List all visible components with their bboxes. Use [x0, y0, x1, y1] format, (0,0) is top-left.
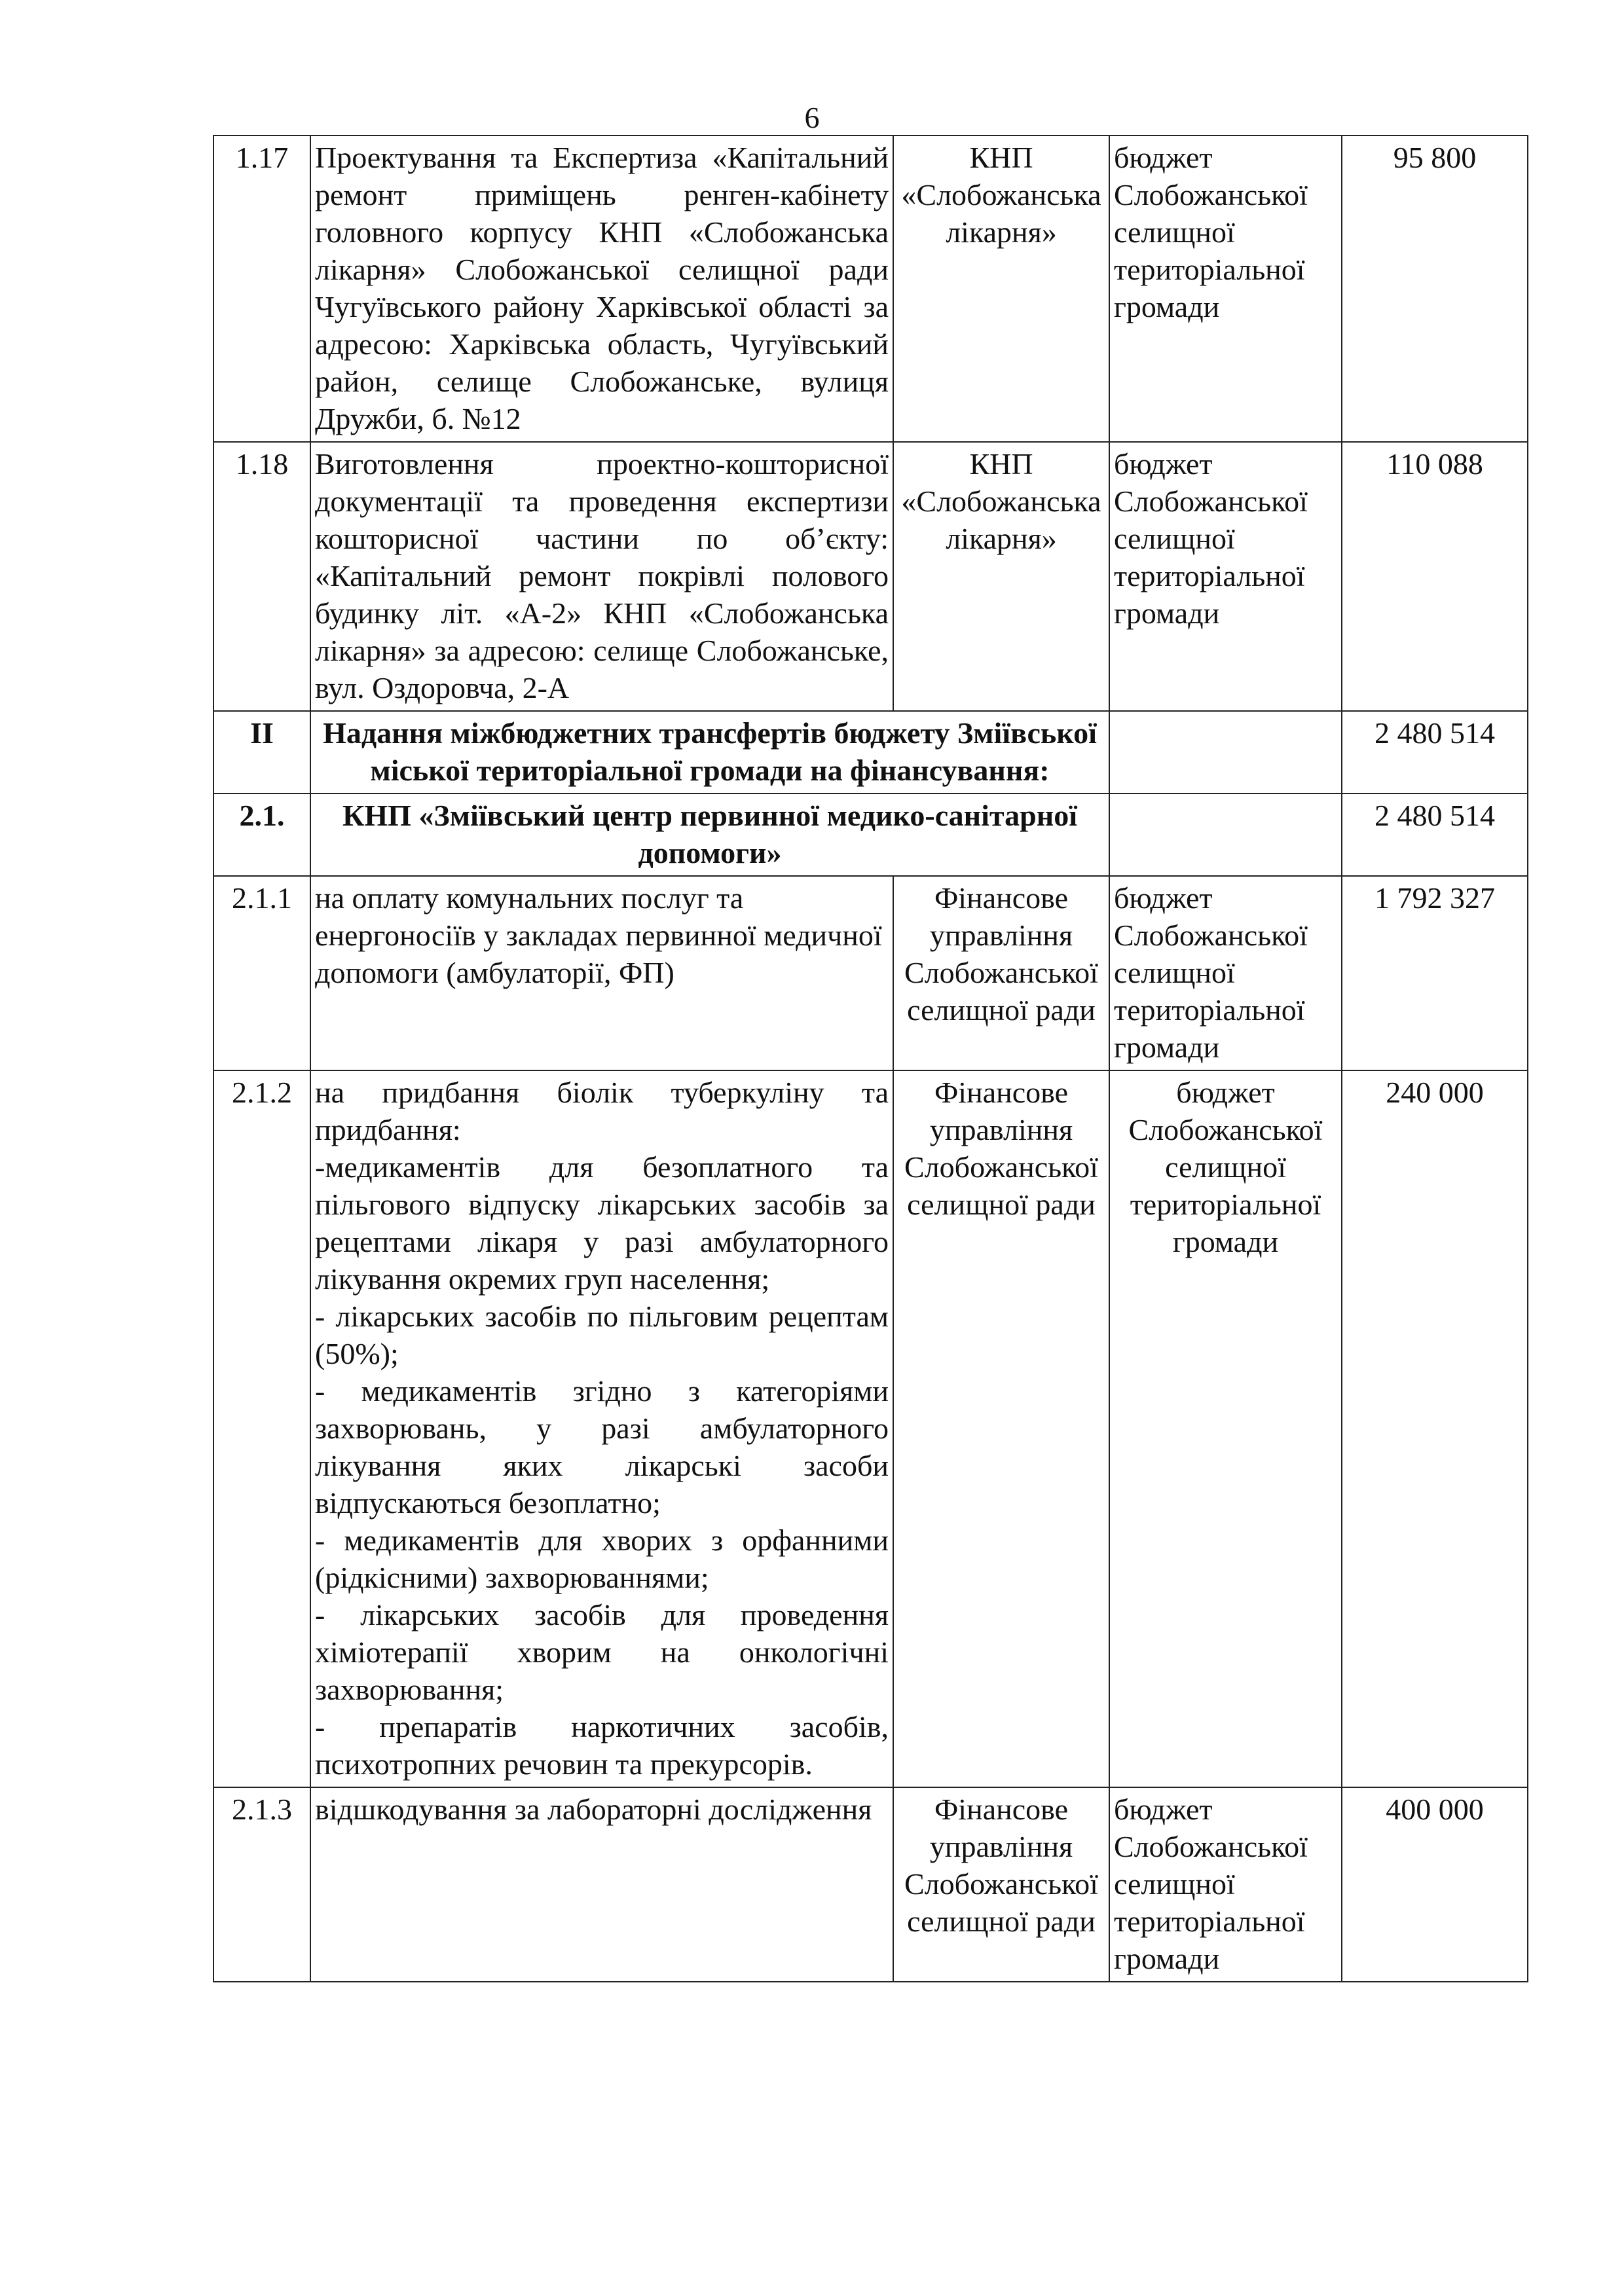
- empty-cell: [1109, 711, 1342, 793]
- row-number: 1.18: [213, 442, 310, 711]
- description-line: - медикаментів згідно з категоріями захворювань, у разі амбулаторного лікування яких лікарські засоби відпускаються безоплатно;: [315, 1374, 889, 1520]
- row-description: [310, 1070, 893, 1787]
- table-row: [213, 1070, 1528, 1787]
- row-amount: 110 088: [1342, 442, 1528, 711]
- row-executor: КНП «Слобожанська лікарня»: [893, 136, 1109, 442]
- row-number: 1.17: [213, 136, 310, 442]
- row-executor: КНП «Слобожанська лікарня»: [893, 442, 1109, 711]
- table-row: [213, 442, 1528, 711]
- description-line: - лікарських засобів по пільговим рецептам (50%);: [315, 1300, 889, 1370]
- budget-table: [213, 135, 1528, 1982]
- row-number: 2.1.1: [213, 876, 310, 1070]
- subsection-row: [213, 793, 1528, 876]
- row-funding-source: бюджет Слобожанської селищної територіальної громади: [1109, 136, 1342, 442]
- section-title: Надання міжбюджетних трансфертів бюджету Зміївської міської територіальної громади на фінансування:: [310, 711, 1109, 793]
- description-line: - препаратів наркотичних засобів, психотропних речовин та прекурсорів.: [315, 1710, 889, 1781]
- row-funding-source: бюджет Слобожанської селищної територіальної громади: [1109, 1070, 1342, 1787]
- subsection-amount: 2 480 514: [1342, 793, 1528, 876]
- row-description: відшкодування за лабораторні дослідження: [310, 1787, 893, 1982]
- row-executor: Фінансове управління Слобожанської селищної ради: [893, 1070, 1109, 1787]
- description-line: -медикаментів для безоплатного та пільгового відпуску лікарських засобів за рецептами лікаря у разі амбулаторного лікування окремих груп населення;: [315, 1150, 889, 1296]
- row-funding-source: бюджет Слобожанської селищної територіальної громади: [1109, 876, 1342, 1070]
- row-executor: Фінансове управління Слобожанської селищної ради: [893, 876, 1109, 1070]
- row-funding-source: бюджет Слобожанської селищної територіальної громади: [1109, 442, 1342, 711]
- subsection-title: КНП «Зміївський центр первинної медико-санітарної допомоги»: [310, 793, 1109, 876]
- table-row: [213, 876, 1528, 1070]
- row-amount: 240 000: [1342, 1070, 1528, 1787]
- row-funding-source: бюджет Слобожанської селищної територіальної громади: [1109, 1787, 1342, 1982]
- row-description: Виготовлення проектно-кошторисної документації та проведення експертизи кошторисної частини по об’єкту: «Капітальний ремонт покрівлі полового будинку літ. «А-2» КНП «Слобожанська лікарня» за адресою: селище Слобожанське, вул. Оздоровча, 2-А: [310, 442, 893, 711]
- table-row: [213, 1787, 1528, 1982]
- row-amount: 400 000: [1342, 1787, 1528, 1982]
- section-row: [213, 711, 1528, 793]
- row-number: 2.1.3: [213, 1787, 310, 1982]
- table-row: [213, 136, 1528, 442]
- page-number: 6: [804, 101, 820, 134]
- row-amount: 95 800: [1342, 136, 1528, 442]
- empty-cell: [1109, 793, 1342, 876]
- row-number: 2.1.2: [213, 1070, 310, 1787]
- row-amount: 1 792 327: [1342, 876, 1528, 1070]
- section-number: ІІ: [213, 711, 310, 793]
- row-description: Проектування та Експертиза «Капітальний ремонт приміщень ренген-кабінету головного корпусу КНП «Слобожанська лікарня» Слобожанської селищної ради Чугуївського району Харківської області за адресою: Харківська область, Чугуївський район, селище Слобожанське, вулиця Дружби, б. №12: [310, 136, 893, 442]
- row-description: на оплату комунальних послуг та енергоносіїв у закладах первинної медичної допомоги (амбулаторії, ФП): [310, 876, 893, 1070]
- section-amount: 2 480 514: [1342, 711, 1528, 793]
- description-line: - лікарських засобів для проведення хіміотерапії хворим на онкологічні захворювання;: [315, 1598, 889, 1706]
- row-executor: Фінансове управління Слобожанської селищної ради: [893, 1787, 1109, 1982]
- description-line: на придбання біолік туберкуліну та придбання:: [315, 1076, 889, 1146]
- subsection-number: 2.1.: [213, 793, 310, 876]
- description-line: - медикаментів для хворих з орфанними (рідкісними) захворюваннями;: [315, 1523, 889, 1594]
